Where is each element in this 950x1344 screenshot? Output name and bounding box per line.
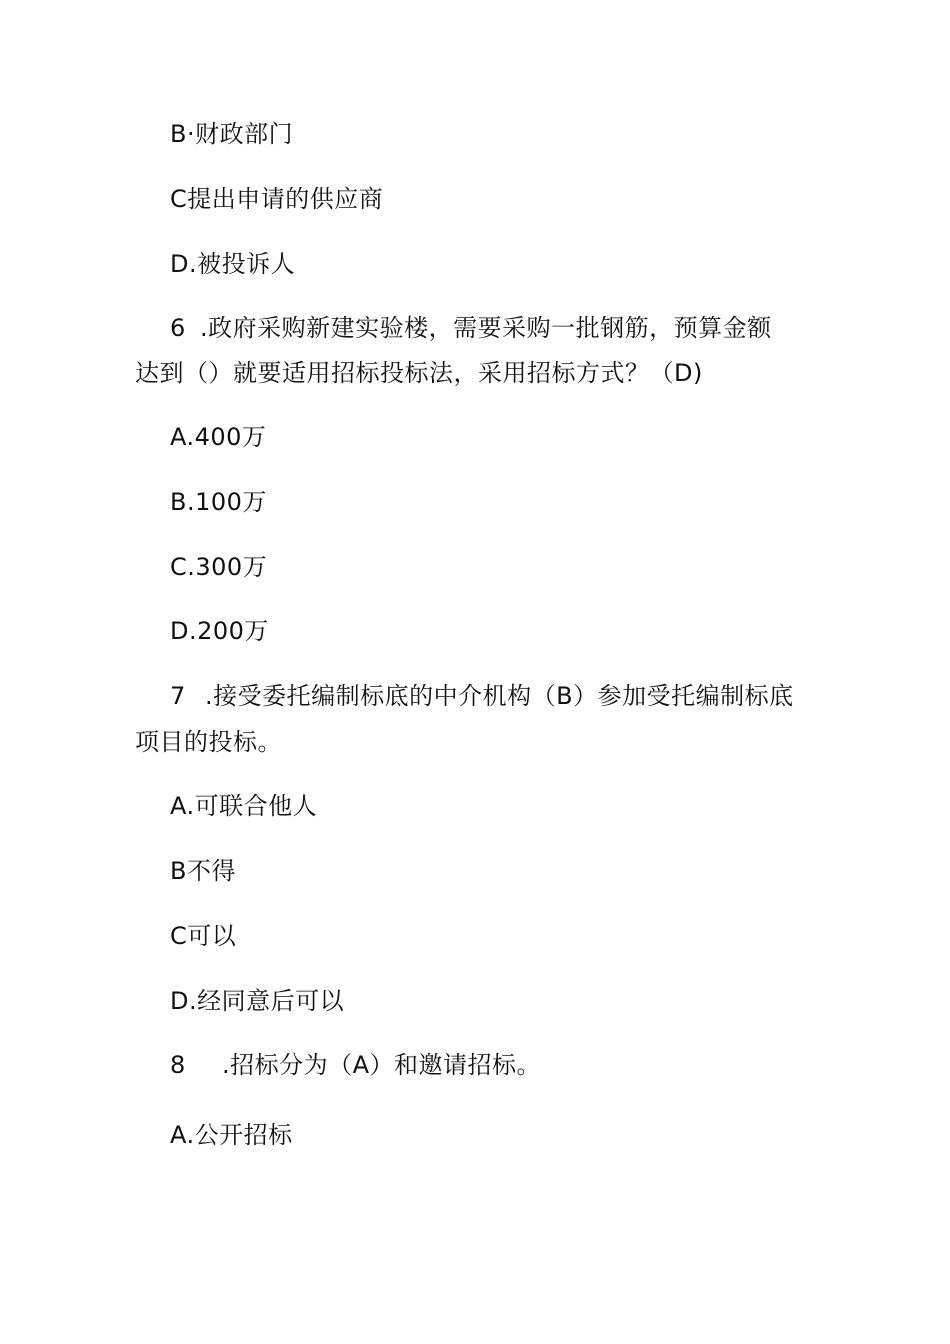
question-8-number: 8	[170, 1051, 186, 1079]
option-c-applicant-supplier: C提出申请的供应商	[170, 185, 384, 213]
question-7-line-2: 项目的投标。	[135, 728, 282, 756]
question-6-line-2: 达到（）就要适用招标投标法，采用招标方式？（D)	[135, 359, 703, 387]
question-6-option-a: A.400万	[170, 423, 267, 451]
question-7-option-d: D.经同意后可以	[170, 987, 345, 1015]
option-b-finance-dept: B·财政部门	[170, 120, 294, 148]
question-7-option-b: B不得	[170, 857, 236, 885]
option-d-respondent: D.被投诉人	[170, 250, 296, 278]
question-6-option-d: D.200万	[170, 617, 269, 645]
question-6-option-b: B.100万	[170, 488, 267, 516]
question-7-number: 7	[170, 682, 186, 710]
question-7-option-c: C可以	[170, 922, 237, 950]
question-6-number: 6	[170, 314, 186, 342]
question-8-text: .招标分为（A）和邀请招标。	[222, 1051, 542, 1079]
question-6-text: .政府采购新建实验楼，需要采购一批钢筋，预算金额	[200, 314, 772, 342]
question-7-option-a: A.可联合他人	[170, 792, 318, 820]
question-6-option-c: C.300万	[170, 553, 268, 581]
question-8-option-a: A.公开招标	[170, 1121, 293, 1149]
question-7-text: .接受委托编制标底的中介机构（B）参加受托编制标底	[205, 682, 794, 710]
